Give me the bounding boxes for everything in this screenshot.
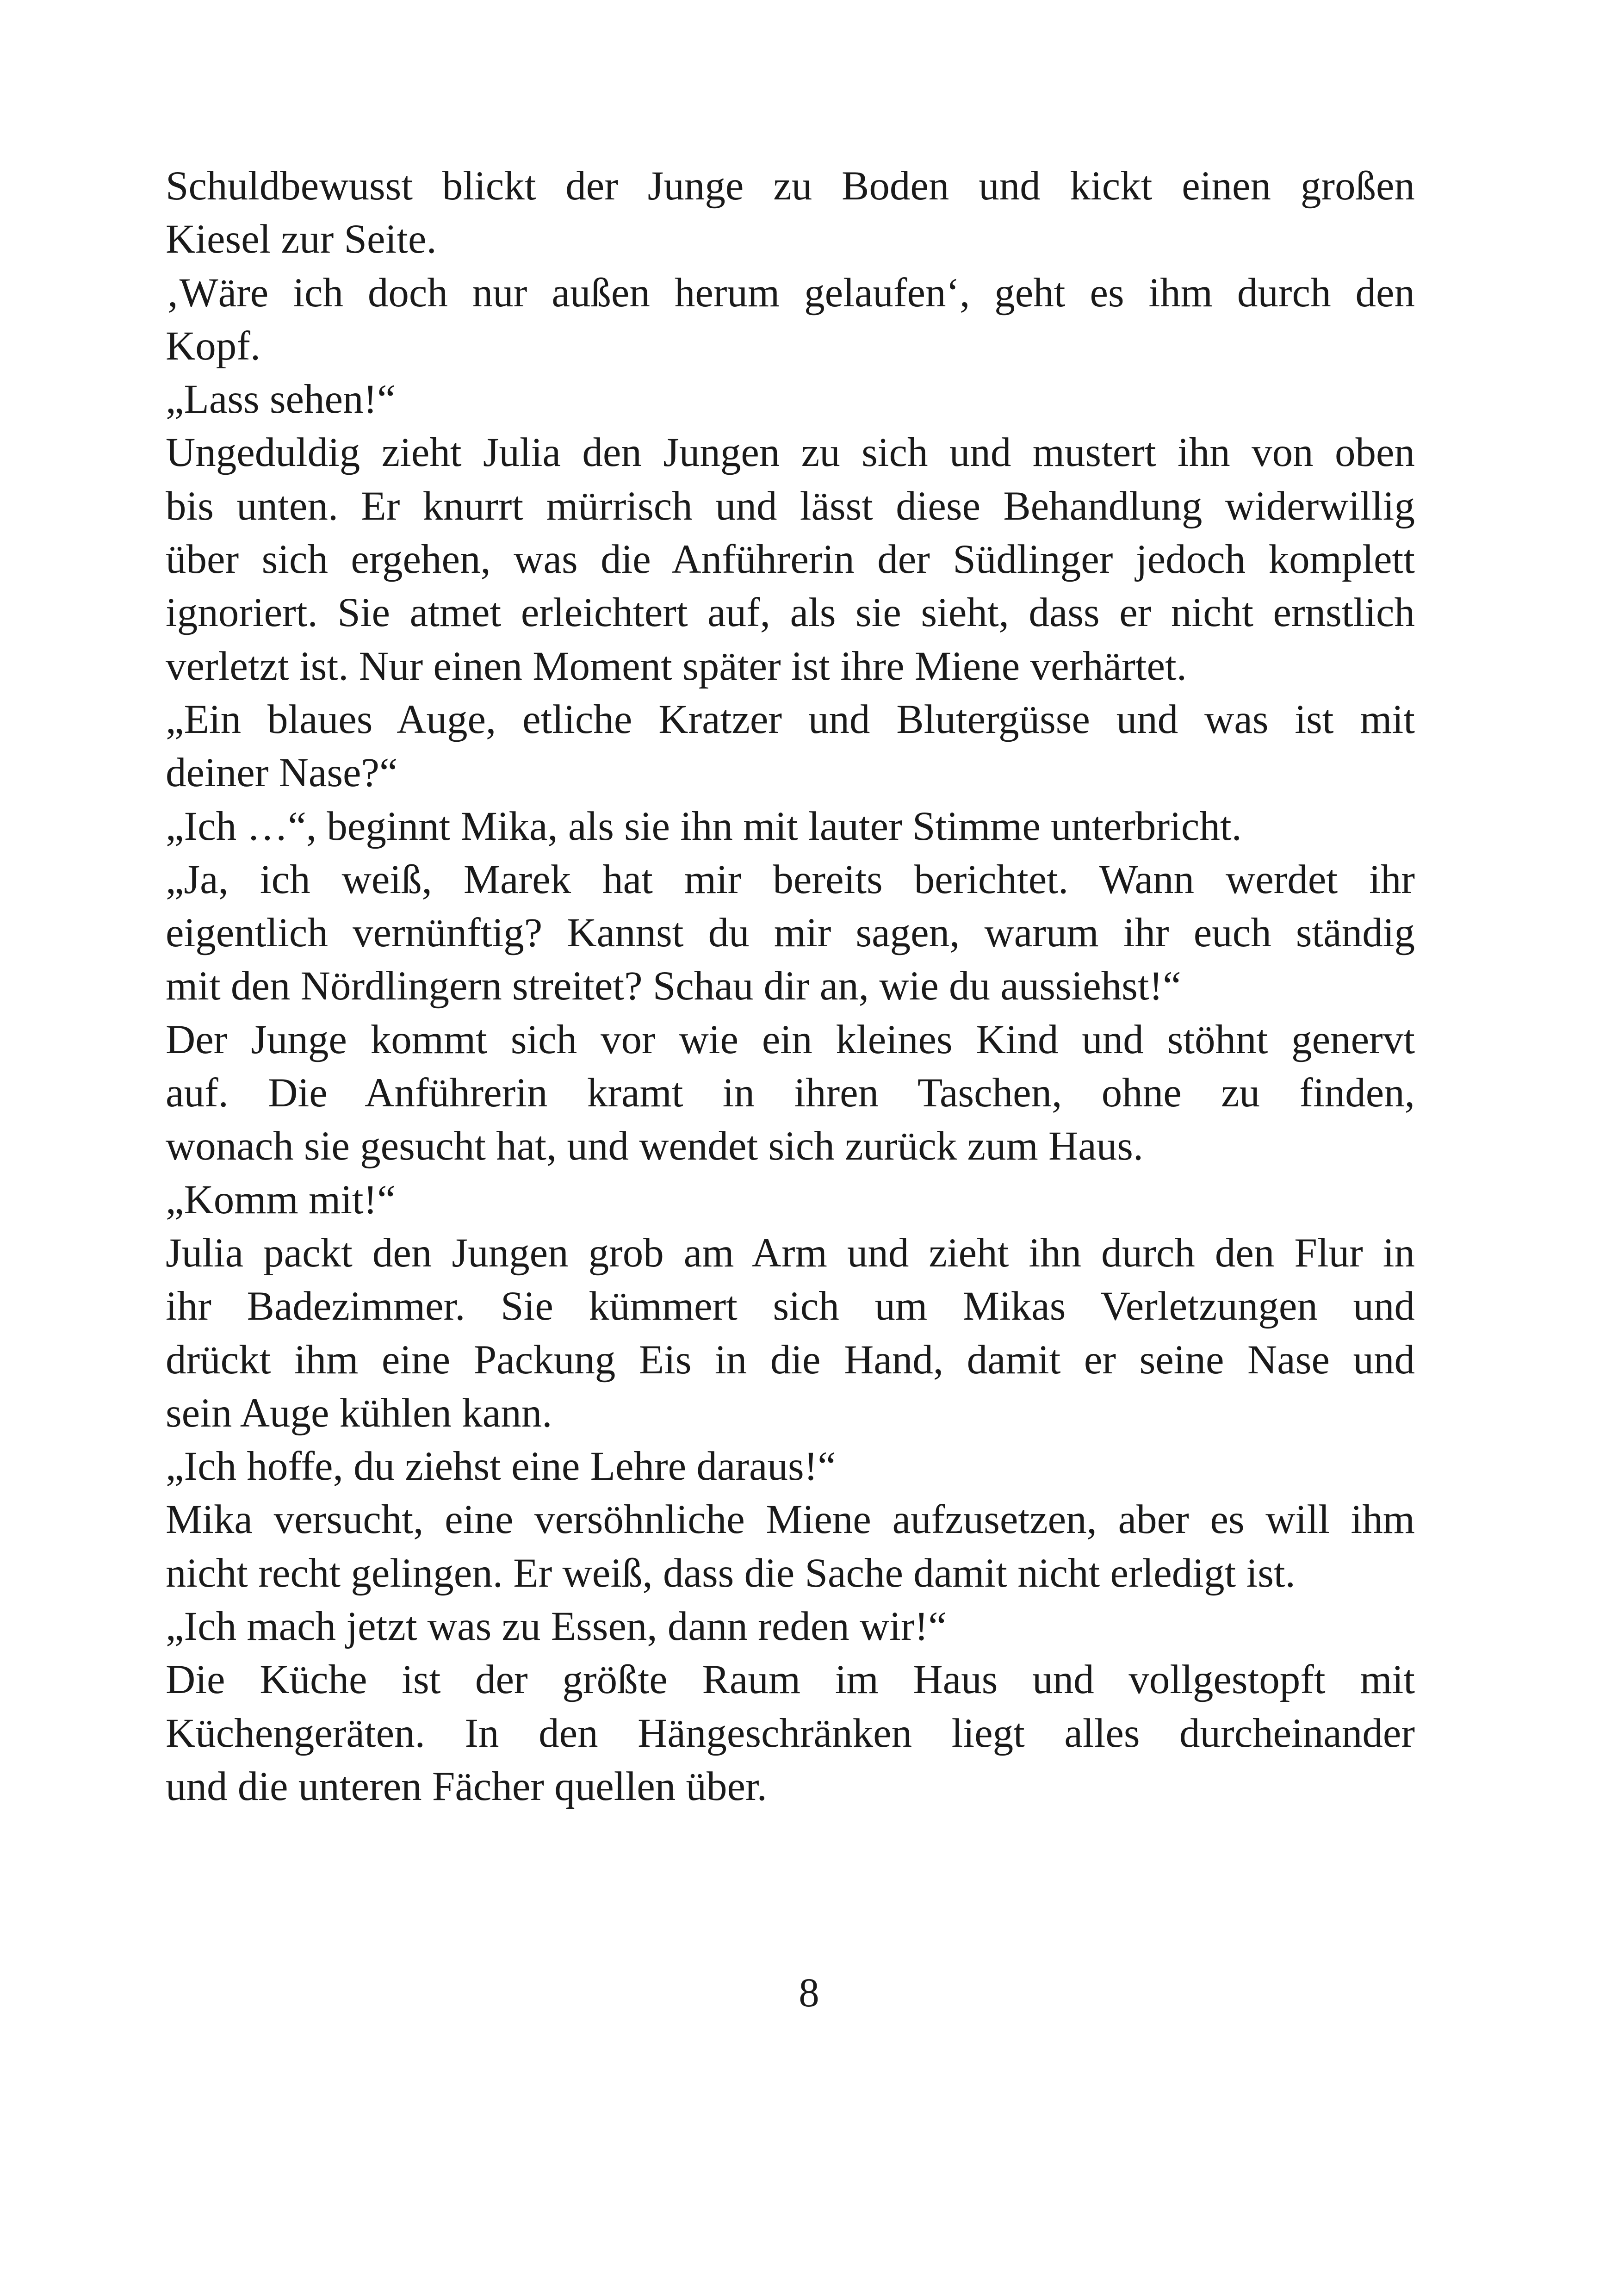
- text-line: Der Junge kommt sich vor wie ein kleines Kind und stöhnt genervt: [166, 1017, 1415, 1062]
- text-line: ihr Badezimmer. Sie kümmert sich um Mikas Verletzungen und: [166, 1284, 1415, 1329]
- text-line: „Ein blaues Auge, etliche Kratzer und Blutergüsse und was ist mit: [166, 696, 1415, 742]
- text-line: Mika versucht, eine versöhnliche Miene aufzusetzen, aber es will ihm: [166, 1497, 1415, 1543]
- text-line: verletzt ist. Nur einen Moment später ist ihre Miene verhärtet.: [166, 643, 1187, 689]
- text-line: Kiesel zur Seite.: [166, 217, 437, 262]
- text-line: sein Auge kühlen kann.: [166, 1390, 552, 1436]
- text-line: „Komm mit!“: [166, 1177, 396, 1222]
- text-line: eigentlich vernünftig? Kannst du mir sagen, warum ihr euch ständig: [166, 910, 1415, 956]
- text-line: auf. Die Anführerin kramt in ihren Taschen, ohne zu finden,: [166, 1070, 1415, 1116]
- text-line: drückt ihm eine Packung Eis in die Hand, damit er seine Nase und: [166, 1337, 1415, 1383]
- text-line: „Lass sehen!“: [166, 377, 396, 422]
- text-line: mit den Nördlingern streitet? Schau dir an, wie du aussiehst!“: [166, 963, 1181, 1009]
- body-text: [166, 160, 1415, 1813]
- text-line: Ungeduldig zieht Julia den Jungen zu sich und mustert ihn von oben: [166, 430, 1415, 476]
- text-line: bis unten. Er knurrt mürrisch und lässt diese Behandlung widerwillig: [166, 483, 1415, 529]
- text-line: über sich ergehen, was die Anführerin der Südlinger jedoch komplett: [166, 537, 1415, 583]
- text-line: „Ich …“, beginnt Mika, als sie ihn mit lauter Stimme unterbricht.: [166, 803, 1242, 849]
- text-line: ‚Wäre ich doch nur außen herum gelaufen‘, geht es ihm durch den: [166, 270, 1415, 316]
- text-line: „Ja, ich weiß, Marek hat mir bereits berichtet. Wann werdet ihr: [166, 856, 1415, 902]
- page-number: 8: [799, 1970, 819, 2016]
- text-line: Julia packt den Jungen grob am Arm und zieht ihn durch den Flur in: [166, 1230, 1415, 1276]
- text-line: Küchengeräten. In den Hängeschränken liegt alles durcheinander: [166, 1710, 1415, 1756]
- text-line: deiner Nase?“: [166, 750, 398, 796]
- text-line: Kopf.: [166, 323, 261, 369]
- text-line: Schuldbewusst blickt der Junge zu Boden und kickt einen großen: [166, 163, 1415, 209]
- text-line: Die Küche ist der größte Raum im Haus und vollgestopft mit: [166, 1657, 1415, 1703]
- text-line: ignoriert. Sie atmet erleichtert auf, als sie sieht, dass er nicht ernstlich: [166, 590, 1415, 636]
- text-line: und die unteren Fächer quellen über.: [166, 1763, 767, 1809]
- text-line: wonach sie gesucht hat, und wendet sich zurück zum Haus.: [166, 1123, 1144, 1169]
- text-line: „Ich hoffe, du ziehst eine Lehre daraus!“: [166, 1444, 836, 1489]
- text-line: „Ich mach jetzt was zu Essen, dann reden wir!“: [166, 1604, 947, 1650]
- text-line: nicht recht gelingen. Er weiß, dass die Sache damit nicht erledigt ist.: [166, 1550, 1296, 1596]
